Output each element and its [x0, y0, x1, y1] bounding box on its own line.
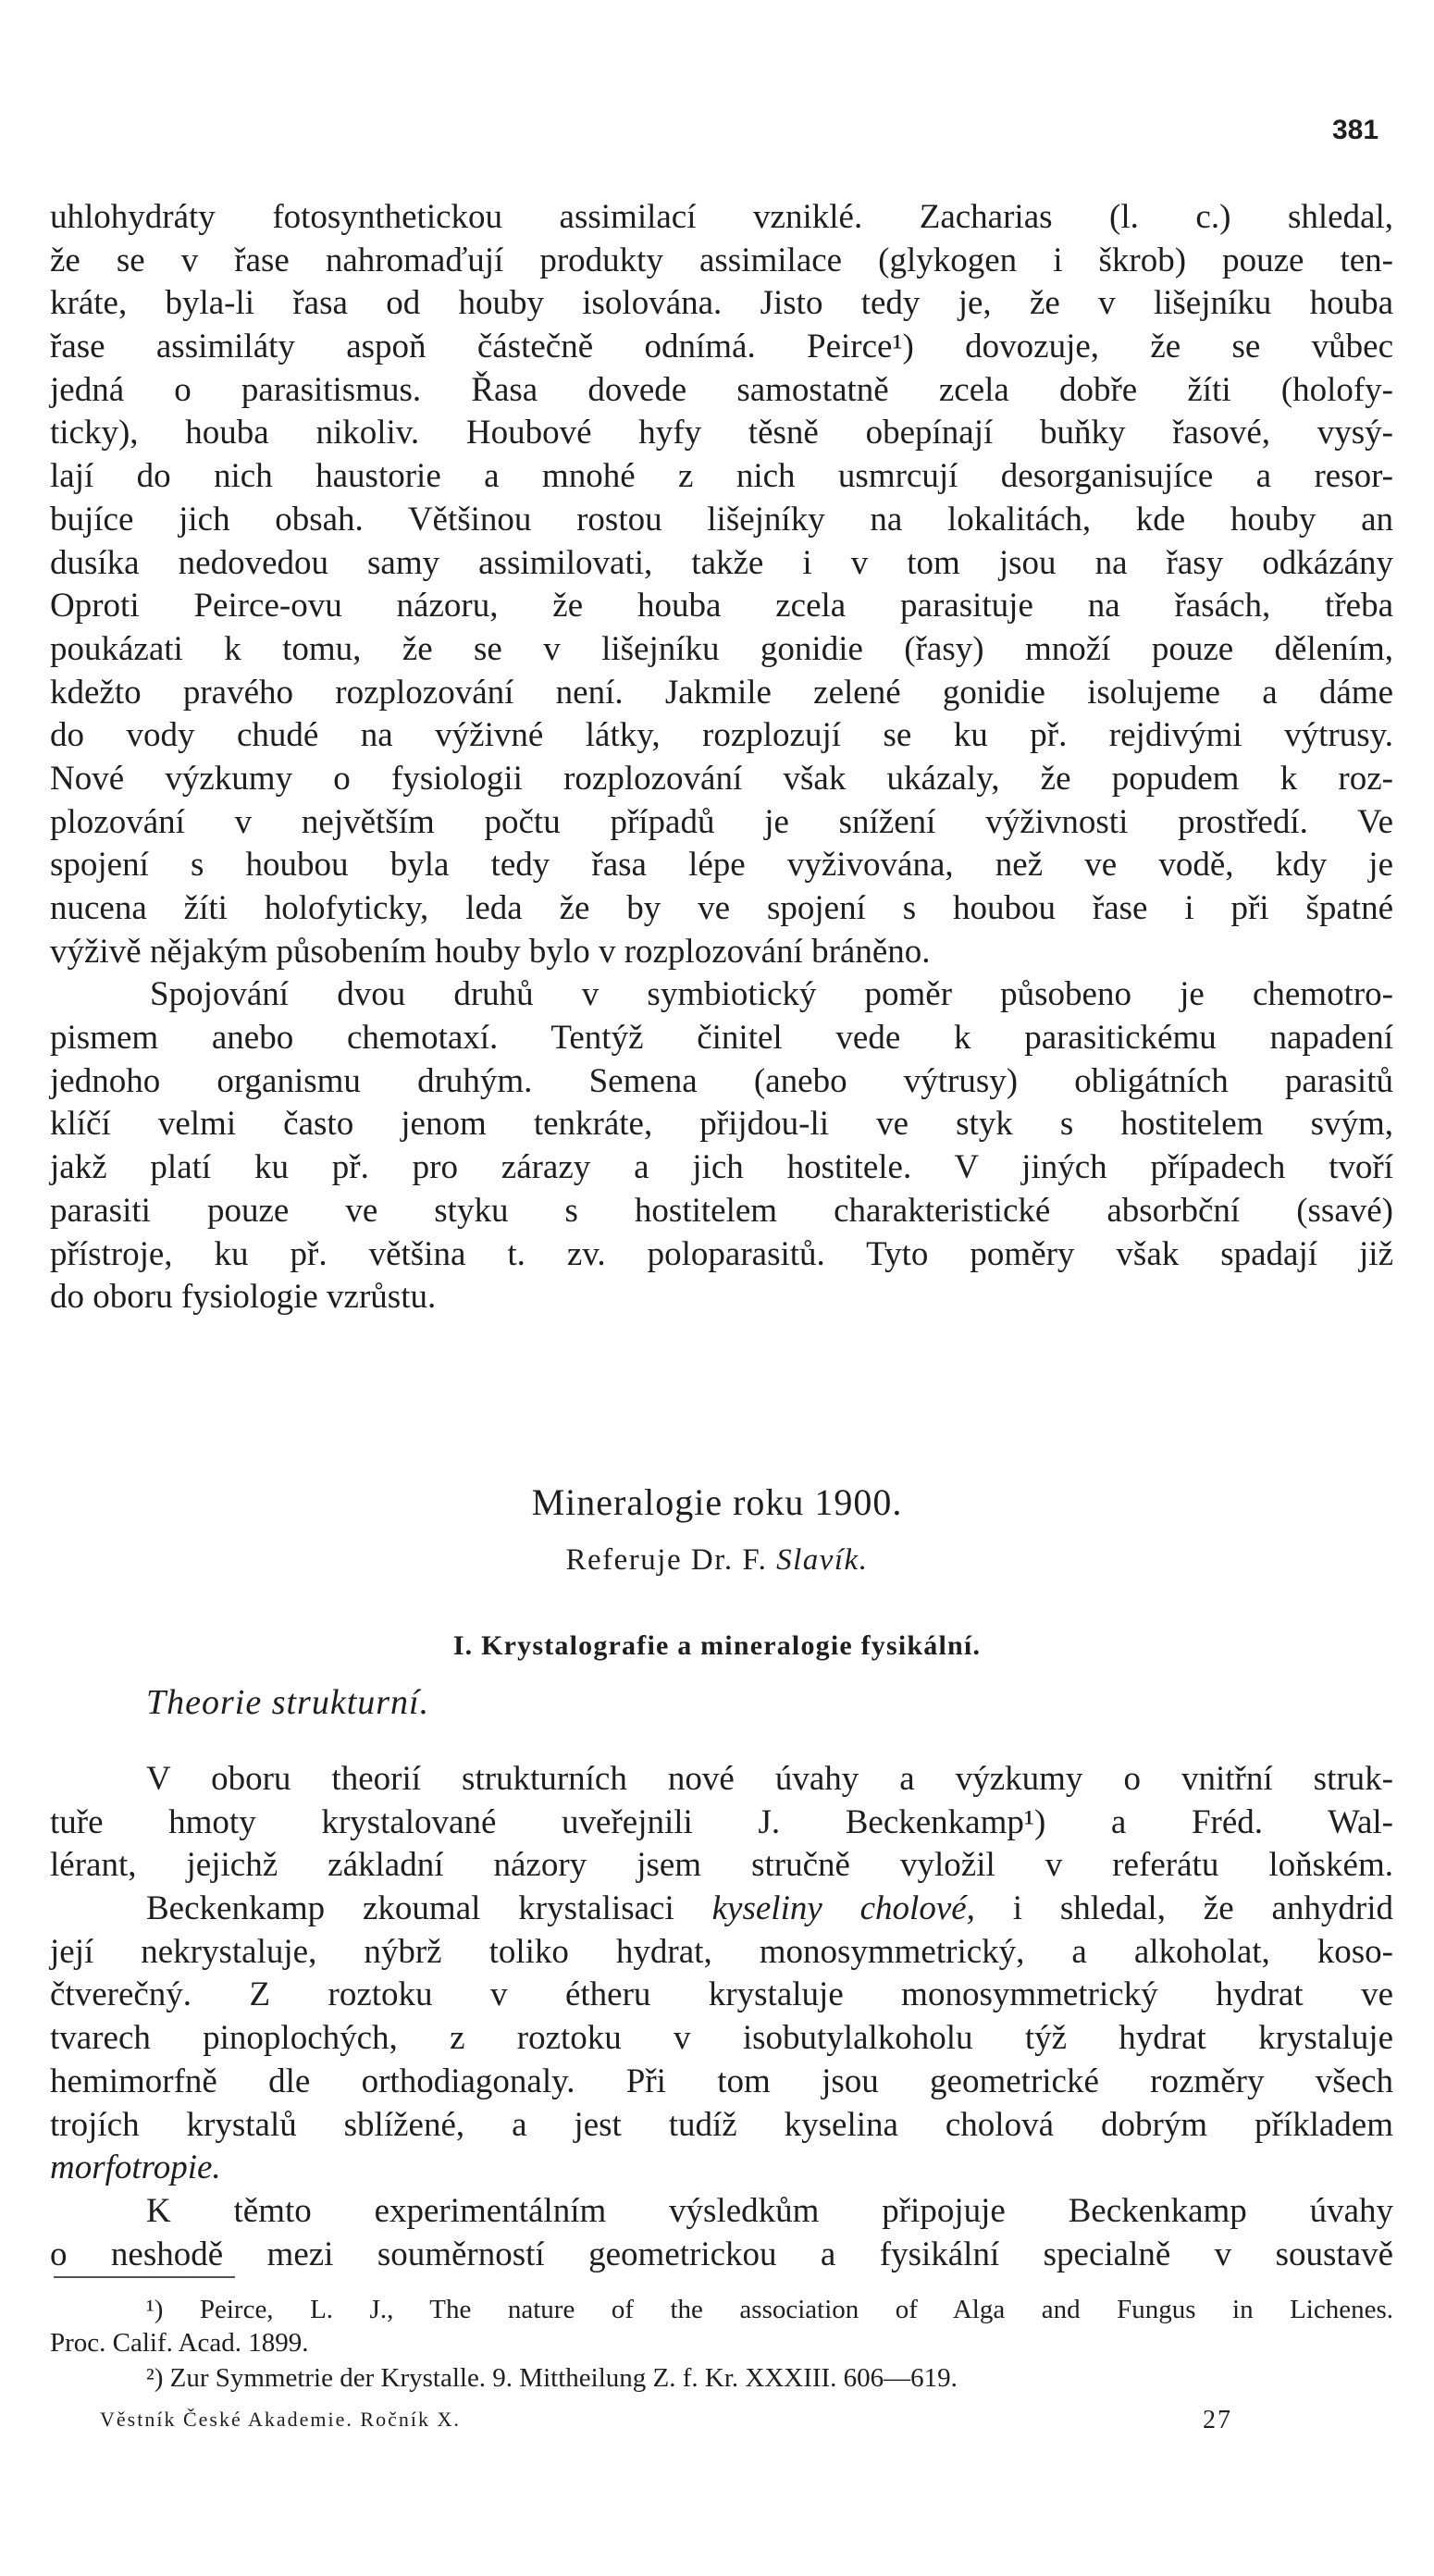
author-prefix: Referuje Dr. F.	[565, 1543, 768, 1577]
text-line: lají do nich haustorie a mnohé z nich usmrcují desorganisujíce a resor-	[50, 457, 1393, 496]
text-line: ticky), houba nikoliv. Houbové hyfy těsně obepínají buňky řasové, vysý-	[50, 414, 1393, 452]
text-line: do oboru fysiologie vzrůstu.	[50, 1278, 437, 1317]
text-run: Beckenkamp zkoumal krystalisaci	[146, 1889, 674, 1928]
text-line: spojení s houbou byla tedy řasa lépe vyživována, než ve vodě, kdy je	[50, 846, 1393, 885]
text-line: přístroje, ku př. většina t. zv. poloparasitů. Tyto poměry však spadají již	[50, 1234, 1393, 1273]
text-line: řase assimiláty aspoň částečně odnímá. Peirce¹) dovozuje, že se vůbec	[50, 328, 1393, 366]
text-line: trojích krystalů sblížené, a jest tudíž kyselina cholová dobrým příkladem	[50, 2105, 1393, 2144]
text-line: morfotropie.	[50, 2149, 221, 2187]
section-title: Mineralogie roku 1900.	[531, 1481, 903, 1523]
body-text-bottom	[50, 1758, 1393, 2276]
text-line: tuře hmoty krystalované uveřejnili J. Beckenkamp¹) a Fréd. Wal-	[50, 1802, 1393, 1841]
footnote-2	[50, 2361, 1393, 2395]
text-line: lérant, jejichž základní názory jsem stručně vyložil v referátu loňském.	[50, 1846, 1393, 1885]
text-line: jednoho organismu druhým. Semena (anebo výtrusy) obligátních parasitů	[50, 1061, 1393, 1100]
text-line: do vody chudé na výživné látky, rozplozují se ku př. rejdivými výtrusy.	[50, 716, 1393, 755]
footnote-line: Proc. Calif. Acad. 1899.	[50, 2328, 309, 2358]
footnote-1	[50, 2293, 1393, 2359]
section-author	[0, 1543, 1434, 1578]
journal-signature: Věstník České Akademie. Ročník X.	[100, 2408, 461, 2431]
text-line: Spojování dvou druhů v symbiotický poměr působeno je chemotro-	[150, 975, 1393, 1014]
text-line: kráte, byla-li řasa od houby isolována. Jisto tedy je, že v lišejníku houba	[50, 284, 1393, 323]
text-line: jakž platí ku př. pro zárazy a jich hostitele. V jiných případech tvoří	[50, 1148, 1393, 1187]
text-line: o neshodě mezi souměrností geometrickou a fysikální specialně v soustavě	[50, 2235, 1393, 2273]
footnote-divider	[54, 2276, 235, 2278]
text-line: hemimorfně dle orthodiagonaly. Při tom jsou geometrické rozměry všech	[50, 2062, 1393, 2100]
text-line: poukázati k tomu, že se v lišejníku gonidie (řasy) množí pouze dělením,	[50, 629, 1393, 668]
text-line: že se v řase nahromaďují produkty assimilace (glykogen i škrob) pouze ten-	[50, 241, 1393, 279]
text-line: jedná o parasitismus. Řasa dovede samostatně zcela dobře žíti (holofy-	[50, 370, 1393, 409]
footnote-line: ¹) Peirce, L. J., The nature of the association of Alga and Fungus in Lichenes.	[146, 2295, 1393, 2324]
text-run-italic: kyseliny cholové,	[711, 1889, 975, 1928]
text-line: V oboru theorií strukturních nové úvahy a výzkumy o vnitřní struk-	[146, 1760, 1393, 1798]
text-line: uhlohydráty fotosynthetickou assimilací vzniklé. Zacharias (l. c.) shledal,	[50, 198, 1393, 236]
text-line: bujíce jich obsah. Většinou rostou lišejníky na lokalitách, kde houby an	[50, 500, 1393, 539]
section-subtitle: I. Krystalografie a mineralogie fysikální.	[452, 1630, 982, 1661]
page-number: 381	[1332, 115, 1379, 145]
text-line: K těmto experimentálním výsledkům připojuje Beckenkamp úvahy	[146, 2191, 1393, 2230]
text-line: čtverečný. Z roztoku v étheru krystaluje monosymmetrický hydrat ve	[50, 1975, 1393, 2014]
text-line: Nové výzkumy o fysiologii rozplozování však ukázaly, že popudem k roz-	[50, 759, 1393, 798]
text-line	[50, 1888, 1393, 1931]
author-name: Slavík.	[776, 1543, 869, 1577]
text-line: klíčí velmi často jenom tenkráte, přijdou-li ve styk s hostitelem svým,	[50, 1105, 1393, 1144]
theory-heading: Theorie strukturní.	[146, 1683, 430, 1722]
footnote-line: ²) Zur Symmetrie der Krystalle. 9. Mittheilung Z. f. Kr. XXXIII. 606—619.	[146, 2363, 958, 2393]
sheet-signature: 27	[1203, 2406, 1232, 2434]
text-line: pismem anebo chemotaxí. Tentýž činitel vede k parasitickému napadení	[50, 1019, 1393, 1058]
text-line: Oproti Peirce-ovu názoru, že houba zcela parasituje na řasách, třeba	[50, 587, 1393, 625]
text-line: plozování v největším počtu případů je snížení výživnosti prostředí. Ve	[50, 802, 1393, 841]
text-line: kdežto pravého rozplozování není. Jakmile zelené gonidie isolujeme a dáme	[50, 673, 1393, 712]
text-run: i shledal, že anhydrid	[1012, 1889, 1394, 1928]
body-text-top	[50, 196, 1393, 1319]
text-line: její nekrystaluje, nýbrž toliko hydrat, monosymmetrický, a alkoholat, koso-	[50, 1932, 1393, 1971]
text-line: parasiti pouze ve styku s hostitelem charakteristické absorbční (ssavé)	[50, 1191, 1393, 1230]
text-line: dusíka nedovedou samy assimilovati, takže i v tom jsou na řasy odkázány	[50, 543, 1393, 582]
text-line: tvarech pinoplochých, z roztoku v isobutylalkoholu týž hydrat krystaluje	[50, 2019, 1393, 2058]
text-line: výživě nějakým působením houby bylo v rozplozování bráněno.	[50, 932, 931, 971]
text-line: nucena žíti holofyticky, leda že by ve spojení s houbou řase i při špatné	[50, 889, 1393, 927]
